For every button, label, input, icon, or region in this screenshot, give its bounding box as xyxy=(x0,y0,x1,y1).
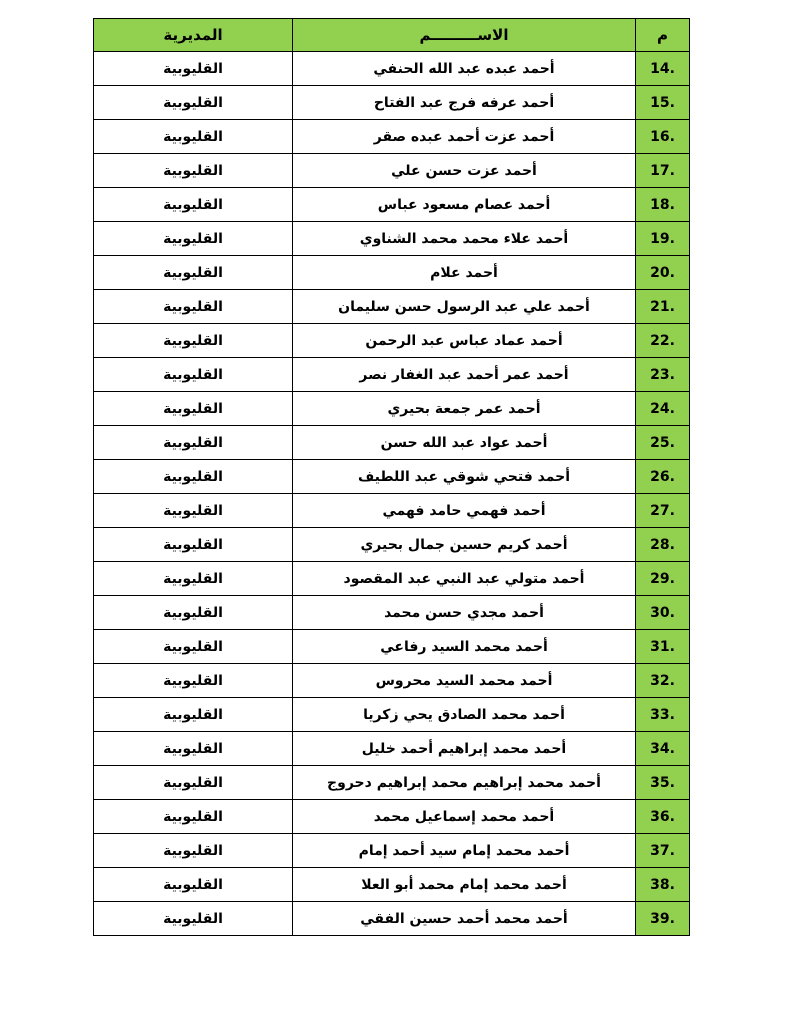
row-directorate: القليوبية xyxy=(94,596,293,630)
table-body xyxy=(94,52,690,936)
row-number: 16. xyxy=(636,120,690,154)
row-name: أحمد محمد الصادق يحي زكريا xyxy=(293,698,636,732)
row-name: أحمد محمد السيد محروس xyxy=(293,664,636,698)
row-directorate: القليوبية xyxy=(94,188,293,222)
row-directorate: القليوبية xyxy=(94,562,293,596)
row-name: أحمد عمر جمعة بحيري xyxy=(293,392,636,426)
table-row xyxy=(94,834,690,868)
table-row xyxy=(94,426,690,460)
row-name: أحمد فهمي حامد فهمي xyxy=(293,494,636,528)
row-number: 18. xyxy=(636,188,690,222)
row-name: أحمد متولي عبد النبي عبد المقصود xyxy=(293,562,636,596)
table-row xyxy=(94,732,690,766)
table-row xyxy=(94,324,690,358)
table-row xyxy=(94,256,690,290)
row-directorate: القليوبية xyxy=(94,494,293,528)
row-name: أحمد عماد عباس عبد الرحمن xyxy=(293,324,636,358)
table-row xyxy=(94,630,690,664)
row-number: 27. xyxy=(636,494,690,528)
document-page xyxy=(93,18,689,936)
table-row xyxy=(94,494,690,528)
row-number: 29. xyxy=(636,562,690,596)
row-name: أحمد محمد إمام محمد أبو العلا xyxy=(293,868,636,902)
row-number: 28. xyxy=(636,528,690,562)
row-directorate: القليوبية xyxy=(94,902,293,936)
table-row xyxy=(94,222,690,256)
row-name: أحمد علاء محمد محمد الشناوي xyxy=(293,222,636,256)
row-name: أحمد كريم حسين جمال بحيري xyxy=(293,528,636,562)
row-number: 21. xyxy=(636,290,690,324)
row-number: 19. xyxy=(636,222,690,256)
header-directorate: المديرية xyxy=(94,19,293,52)
row-directorate: القليوبية xyxy=(94,426,293,460)
row-name: أحمد محمد إبراهيم محمد إبراهيم دحروج xyxy=(293,766,636,800)
row-number: 17. xyxy=(636,154,690,188)
row-name: أحمد محمد أحمد حسين الفقي xyxy=(293,902,636,936)
row-directorate: القليوبية xyxy=(94,766,293,800)
row-number: 31. xyxy=(636,630,690,664)
table-row xyxy=(94,120,690,154)
row-name: أحمد عبده عبد الله الحنفي xyxy=(293,52,636,86)
row-directorate: القليوبية xyxy=(94,256,293,290)
row-directorate: القليوبية xyxy=(94,392,293,426)
row-number: 20. xyxy=(636,256,690,290)
table-row xyxy=(94,358,690,392)
row-number: 14. xyxy=(636,52,690,86)
row-directorate: القليوبية xyxy=(94,52,293,86)
row-number: 33. xyxy=(636,698,690,732)
row-name: أحمد عزت حسن علي xyxy=(293,154,636,188)
row-name: أحمد فتحي شوقي عبد اللطيف xyxy=(293,460,636,494)
row-directorate: القليوبية xyxy=(94,800,293,834)
row-name: أحمد عمر أحمد عبد الغفار نصر xyxy=(293,358,636,392)
row-directorate: القليوبية xyxy=(94,528,293,562)
table-row xyxy=(94,52,690,86)
header-number: م xyxy=(636,19,690,52)
table-row xyxy=(94,86,690,120)
table-row xyxy=(94,596,690,630)
row-directorate: القليوبية xyxy=(94,324,293,358)
row-directorate: القليوبية xyxy=(94,460,293,494)
row-name: أحمد عواد عبد الله حسن xyxy=(293,426,636,460)
row-number: 15. xyxy=(636,86,690,120)
row-directorate: القليوبية xyxy=(94,698,293,732)
table-row xyxy=(94,800,690,834)
names-table xyxy=(93,18,690,936)
header-row xyxy=(94,19,690,52)
row-number: 26. xyxy=(636,460,690,494)
row-name: أحمد عزت أحمد عبده صقر xyxy=(293,120,636,154)
row-directorate: القليوبية xyxy=(94,868,293,902)
row-directorate: القليوبية xyxy=(94,154,293,188)
row-number: 22. xyxy=(636,324,690,358)
row-name: أحمد مجدي حسن محمد xyxy=(293,596,636,630)
row-directorate: القليوبية xyxy=(94,222,293,256)
row-name: أحمد علام xyxy=(293,256,636,290)
table-row xyxy=(94,902,690,936)
row-number: 36. xyxy=(636,800,690,834)
row-number: 32. xyxy=(636,664,690,698)
row-directorate: القليوبية xyxy=(94,834,293,868)
table-row xyxy=(94,290,690,324)
row-number: 34. xyxy=(636,732,690,766)
row-directorate: القليوبية xyxy=(94,732,293,766)
table-header xyxy=(94,19,690,52)
row-number: 23. xyxy=(636,358,690,392)
row-name: أحمد عصام مسعود عباس xyxy=(293,188,636,222)
table-row xyxy=(94,154,690,188)
row-number: 30. xyxy=(636,596,690,630)
table-row xyxy=(94,460,690,494)
table-row xyxy=(94,868,690,902)
row-number: 35. xyxy=(636,766,690,800)
row-name: أحمد عرفه فرج عبد الفتاح xyxy=(293,86,636,120)
row-name: أحمد محمد إبراهيم أحمد خليل xyxy=(293,732,636,766)
row-directorate: القليوبية xyxy=(94,630,293,664)
table-row xyxy=(94,392,690,426)
row-name: أحمد محمد إمام سيد أحمد إمام xyxy=(293,834,636,868)
row-number: 38. xyxy=(636,868,690,902)
table-row xyxy=(94,698,690,732)
table-row xyxy=(94,664,690,698)
row-name: أحمد محمد إسماعيل محمد xyxy=(293,800,636,834)
row-directorate: القليوبية xyxy=(94,290,293,324)
row-number: 37. xyxy=(636,834,690,868)
row-name: أحمد محمد السيد رفاعي xyxy=(293,630,636,664)
row-directorate: القليوبية xyxy=(94,358,293,392)
row-number: 39. xyxy=(636,902,690,936)
table-row xyxy=(94,528,690,562)
table-row xyxy=(94,766,690,800)
table-row xyxy=(94,188,690,222)
table-row xyxy=(94,562,690,596)
row-number: 24. xyxy=(636,392,690,426)
row-directorate: القليوبية xyxy=(94,86,293,120)
row-directorate: القليوبية xyxy=(94,664,293,698)
row-name: أحمد علي عبد الرسول حسن سليمان xyxy=(293,290,636,324)
row-number: 25. xyxy=(636,426,690,460)
row-directorate: القليوبية xyxy=(94,120,293,154)
header-name: الاســـــــــم xyxy=(293,19,636,52)
